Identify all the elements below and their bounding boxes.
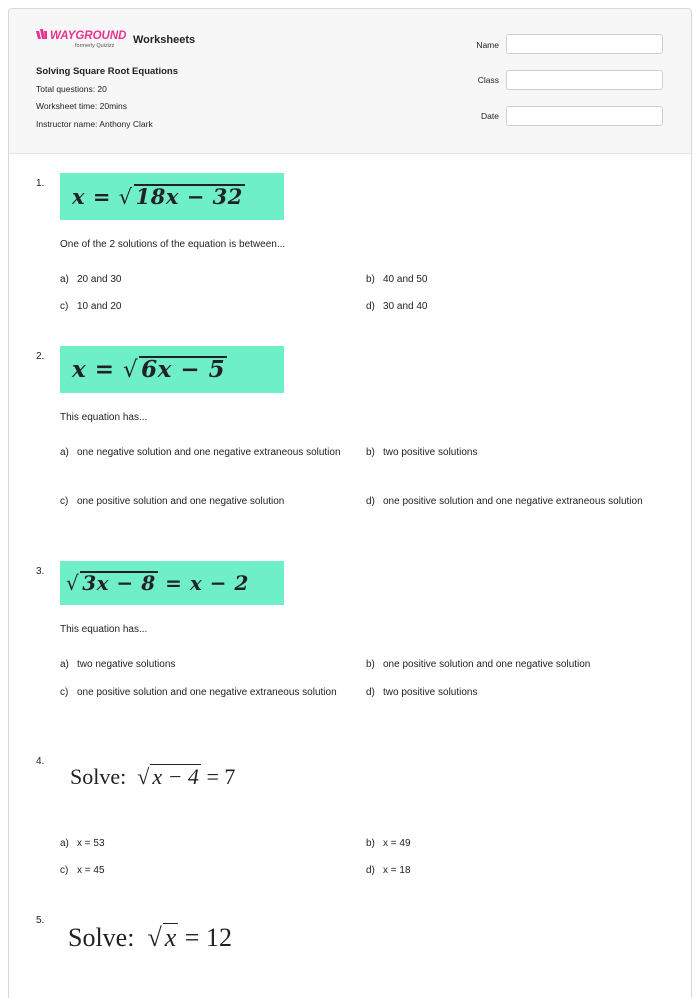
option-a[interactable] [60, 443, 356, 463]
radical-sign: √ [66, 571, 80, 595]
equation-rhs: = x − 2 [157, 571, 249, 595]
brand-wordmark: WAYGROUND [50, 30, 127, 42]
equation-radicand: x − 4 [152, 764, 199, 789]
question-number: 5. [36, 915, 45, 926]
worksheet-header [9, 9, 691, 154]
option-letter: b) [366, 838, 375, 849]
equation [60, 571, 249, 595]
equation-lhs: x = [72, 356, 123, 383]
instructor-name: Instructor name: Anthony Clark [36, 119, 153, 129]
option-text: one positive solution and one negative solution [383, 659, 591, 670]
option-letter: c) [60, 301, 69, 312]
class-field[interactable] [506, 70, 663, 90]
radical-sign: √ [137, 764, 150, 789]
option-text: one positive solution and one negative extraneous solution [77, 687, 337, 698]
worksheet-title: Solving Square Root Equations [36, 66, 178, 77]
equation-radicand: 3x − 8 [82, 571, 156, 595]
equation-radicand: 18x − 32 [135, 184, 243, 209]
option-letter: d) [366, 301, 375, 312]
wayground-logo-mark [36, 28, 132, 42]
worksheet-page [8, 8, 692, 998]
option-text: x = 53 [77, 838, 105, 849]
option-letter: b) [366, 447, 375, 458]
option-letter: b) [366, 274, 375, 285]
class-label: Class [477, 75, 499, 85]
name-label: Name [476, 40, 499, 50]
option-letter: c) [60, 865, 69, 876]
equation-word: Solve: [68, 923, 135, 952]
option-c[interactable] [60, 492, 356, 512]
date-label: Date [481, 111, 499, 121]
radical-sign: √ [147, 923, 162, 952]
option-letter: c) [60, 687, 69, 698]
date-field[interactable] [506, 106, 663, 126]
option-text: x = 18 [383, 865, 411, 876]
equation [70, 764, 235, 790]
option-text: 30 and 40 [383, 301, 428, 312]
option-a[interactable] [60, 655, 356, 675]
equation-image [60, 561, 284, 605]
option-text: one positive solution and one negative solution [77, 496, 285, 507]
question-number: 1. [36, 178, 45, 189]
option-letter: d) [366, 496, 375, 507]
question-prompt: This equation has... [60, 412, 148, 423]
equation-radicand: x [164, 923, 177, 952]
question-number: 2. [36, 351, 45, 362]
option-letter: d) [366, 865, 375, 876]
option-text: two positive solutions [383, 687, 478, 698]
equation-rhs: = 7 [200, 764, 236, 789]
equation [60, 356, 227, 383]
equation-word: Solve: [70, 764, 127, 789]
option-b[interactable] [366, 270, 656, 290]
option-b[interactable] [366, 834, 656, 854]
option-text: x = 45 [77, 865, 105, 876]
option-c[interactable] [60, 683, 350, 703]
option-text: 10 and 20 [77, 301, 122, 312]
name-field[interactable] [506, 34, 663, 54]
question-number: 4. [36, 756, 45, 767]
option-b[interactable] [366, 655, 666, 675]
radical-sign: √ [118, 185, 133, 209]
equation [60, 184, 245, 209]
option-letter: a) [60, 838, 69, 849]
app-label: Worksheets [133, 34, 196, 46]
equation-rhs: = 12 [178, 923, 232, 952]
option-text: 20 and 30 [77, 274, 122, 285]
option-d[interactable] [366, 492, 666, 512]
option-a[interactable] [60, 834, 350, 854]
option-text: 40 and 50 [383, 274, 428, 285]
option-d[interactable] [366, 861, 656, 881]
equation-image [60, 173, 284, 220]
option-text: x = 49 [383, 838, 411, 849]
equation [68, 923, 232, 953]
option-letter: a) [60, 274, 69, 285]
option-d[interactable] [366, 297, 656, 317]
worksheet-time: Worksheet time: 20mins [36, 101, 128, 111]
brand-subtitle: formerly Quizizz [75, 43, 115, 49]
option-b[interactable] [366, 443, 666, 463]
option-c[interactable] [60, 861, 350, 881]
option-text: two positive solutions [383, 447, 478, 458]
option-text: one negative solution and one negative extraneous solution [77, 447, 341, 458]
option-letter: a) [60, 447, 69, 458]
option-d[interactable] [366, 683, 666, 703]
option-letter: b) [366, 659, 375, 670]
option-a[interactable] [60, 270, 350, 290]
option-c[interactable] [60, 297, 350, 317]
option-text: two negative solutions [77, 659, 176, 670]
option-text: one positive solution and one negative extraneous solution [383, 496, 643, 507]
option-letter: a) [60, 659, 69, 670]
option-letter: c) [60, 496, 69, 507]
equation-image [60, 346, 284, 393]
total-questions: Total questions: 20 [36, 84, 107, 94]
option-letter: d) [366, 687, 375, 698]
question-number: 3. [36, 566, 45, 577]
question-prompt: This equation has... [60, 624, 148, 635]
radical-sign: √ [123, 357, 139, 383]
question-prompt: One of the 2 solutions of the equation is between... [60, 239, 286, 250]
equation-radicand: 6x − 5 [141, 356, 226, 383]
equation-lhs: x = [72, 184, 119, 209]
